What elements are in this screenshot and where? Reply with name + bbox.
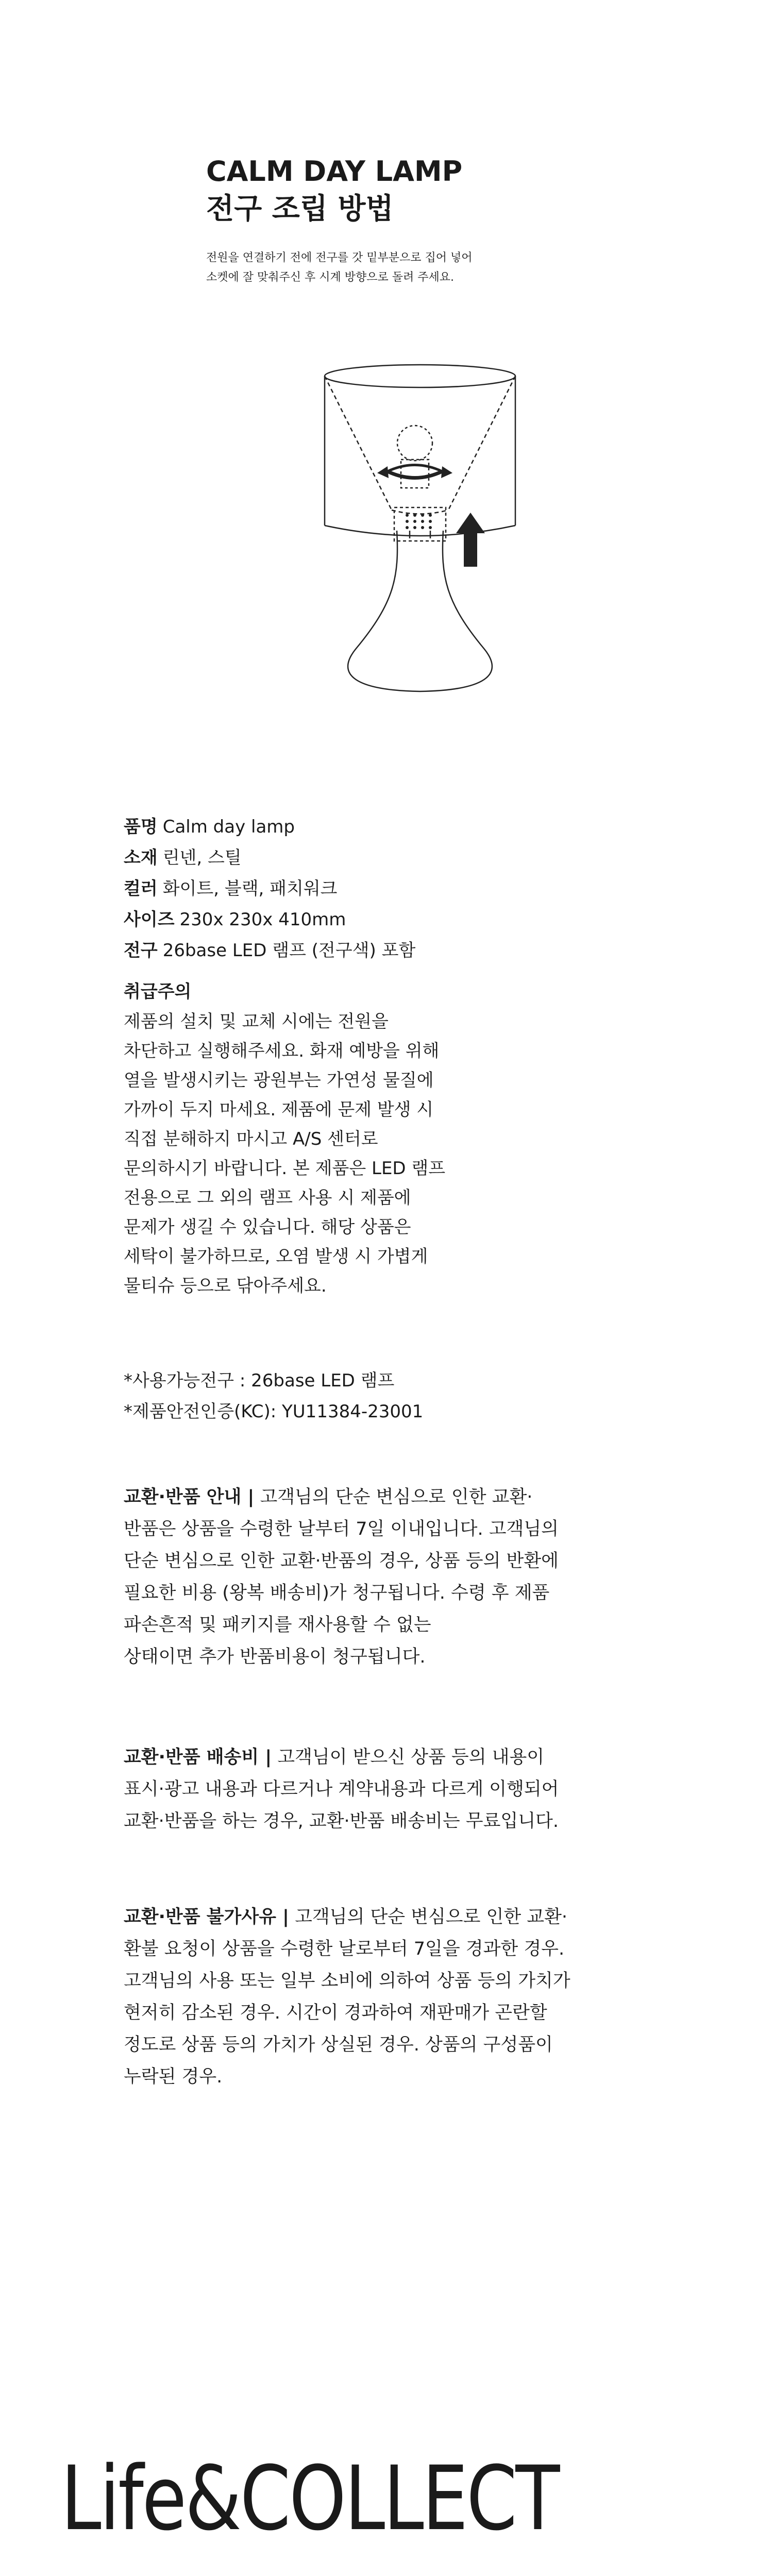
- product-title: CALM DAY LAMP: [206, 155, 463, 188]
- spec-row: [124, 811, 587, 842]
- spec-row: [124, 873, 587, 904]
- policy-line: 고객님의 사용 또는 일부 소비에 의하여 상품 등의 가치가: [124, 1971, 570, 1991]
- policy-line: 환불 요청이 상품을 수령한 날로부터 7일을 경과한 경우.: [124, 1939, 565, 1959]
- policy-line: [124, 1481, 691, 1513]
- policy-line: 반품은 상품을 수령한 날부터 7일 이내입니다. 고객님의: [124, 1519, 559, 1539]
- spec-value: 린넨, 스틸: [162, 848, 242, 868]
- policy-heading: 교환·반품 배송비 |: [124, 1747, 272, 1768]
- compatible-bulb-note: *사용가능전구 : 26base LED 램프: [124, 1370, 395, 1391]
- caution-title: 취급주의: [124, 981, 192, 1002]
- spec-value: Calm day lamp: [162, 817, 295, 837]
- assembly-instructions: [206, 248, 670, 287]
- notes-section: [124, 1365, 423, 1427]
- spec-value: 230x 230x 410mm: [179, 909, 346, 930]
- lamp-diagram: [289, 361, 557, 711]
- assembly-title: 전구 조립 방법: [206, 192, 394, 226]
- spec-key: 컬러: [124, 878, 158, 899]
- header: [206, 155, 670, 287]
- policy-text: 고객님의 단순 변심으로 인한 교환·: [289, 1907, 568, 1927]
- policy-line: 현저히 감소된 경우. 시간이 경과하여 재판매가 곤란할: [124, 2003, 547, 2023]
- policy-heading: 교환·반품 불가사유 |: [124, 1907, 289, 1927]
- caution-line: 차단하고 실행해주세요. 화재 예방을 위해: [124, 1041, 440, 1061]
- caution-line: 가까이 두지 마세요. 제품에 문제 발생 시: [124, 1099, 434, 1120]
- caution-line: 문제가 생길 수 있습니다. 해당 상품은: [124, 1217, 411, 1238]
- spec-row: [124, 904, 587, 935]
- policy-line: [124, 1901, 691, 1933]
- exchange-return-restrictions: [124, 1901, 691, 2093]
- caution-line: 직접 분해하지 마시고 A/S 센터로: [124, 1129, 378, 1149]
- rotate-arrow-icon: [377, 465, 452, 479]
- spec-row: [124, 842, 587, 873]
- brand-name: Life&COLLECT: [61, 2447, 559, 2550]
- caution-line: 제품의 설치 및 교체 시에는 전원을: [124, 1011, 389, 1032]
- kc-certification-note: *제품안전인증(KC): YU11384-23001: [124, 1401, 424, 1422]
- product-specs: [124, 811, 587, 966]
- spec-key: 사이즈: [124, 909, 175, 930]
- spec-value: 화이트, 블랙, 패치워크: [162, 878, 338, 899]
- policy-line: [124, 1741, 691, 1773]
- brand-logo: [61, 2445, 715, 2553]
- policy-line: 정도로 상품 등의 가치가 상실된 경우. 상품의 구성품이: [124, 2035, 553, 2055]
- caution-line: 세탁이 불가하므로, 오염 발생 시 가볍게: [124, 1246, 428, 1267]
- policy-text: 고객님이 받으신 상품 등의 내용이: [272, 1747, 545, 1768]
- policy-line: 필요한 비용 (왕복 배송비)가 청구됩니다. 수령 후 제품: [124, 1583, 550, 1603]
- spec-key: 전구: [124, 940, 158, 961]
- spec-value: 26base LED 램프 (전구색) 포함: [162, 940, 416, 961]
- policy-line: 누락된 경우.: [124, 2066, 223, 2087]
- up-arrow-icon: [456, 513, 485, 567]
- exchange-return-guide: [124, 1481, 691, 1673]
- policy-line: 파손흔적 및 패키지를 재사용할 수 없는: [124, 1615, 431, 1635]
- exchange-return-shipping: [124, 1741, 691, 1837]
- policy-line: 단순 변심으로 인한 교환·반품의 경우, 상품 등의 반환에: [124, 1551, 559, 1571]
- instruction-line: 소켓에 잘 맞춰주신 후 시계 방향으로 돌려 주세요.: [206, 271, 454, 284]
- caution-line: 문의하시기 바랍니다. 본 제품은 LED 램프: [124, 1158, 446, 1179]
- spec-key: 소재: [124, 848, 158, 868]
- caution-line: 전용으로 그 외의 램프 사용 시 제품에: [124, 1188, 411, 1208]
- caution-section: [124, 976, 587, 1301]
- instruction-line: 전원을 연결하기 전에 전구를 갓 밑부분으로 집어 넣어: [206, 251, 473, 264]
- policy-text: 고객님의 단순 변심으로 인한 교환·: [254, 1487, 533, 1507]
- caution-line: 열을 발생시키는 광원부는 가연성 물질에: [124, 1070, 434, 1091]
- policy-heading: 교환·반품 안내 |: [124, 1487, 255, 1507]
- policy-line: 상태이면 추가 반품비용이 청구됩니다.: [124, 1647, 426, 1667]
- caution-line: 물티슈 등으로 닦아주세요.: [124, 1276, 327, 1296]
- spec-row: [124, 935, 587, 966]
- spec-key: 품명: [124, 817, 158, 837]
- policy-line: 교환·반품을 하는 경우, 교환·반품 배송비는 무료입니다.: [124, 1811, 559, 1832]
- policy-line: 표시·광고 내용과 다르거나 계약내용과 다르게 이행되어: [124, 1779, 559, 1800]
